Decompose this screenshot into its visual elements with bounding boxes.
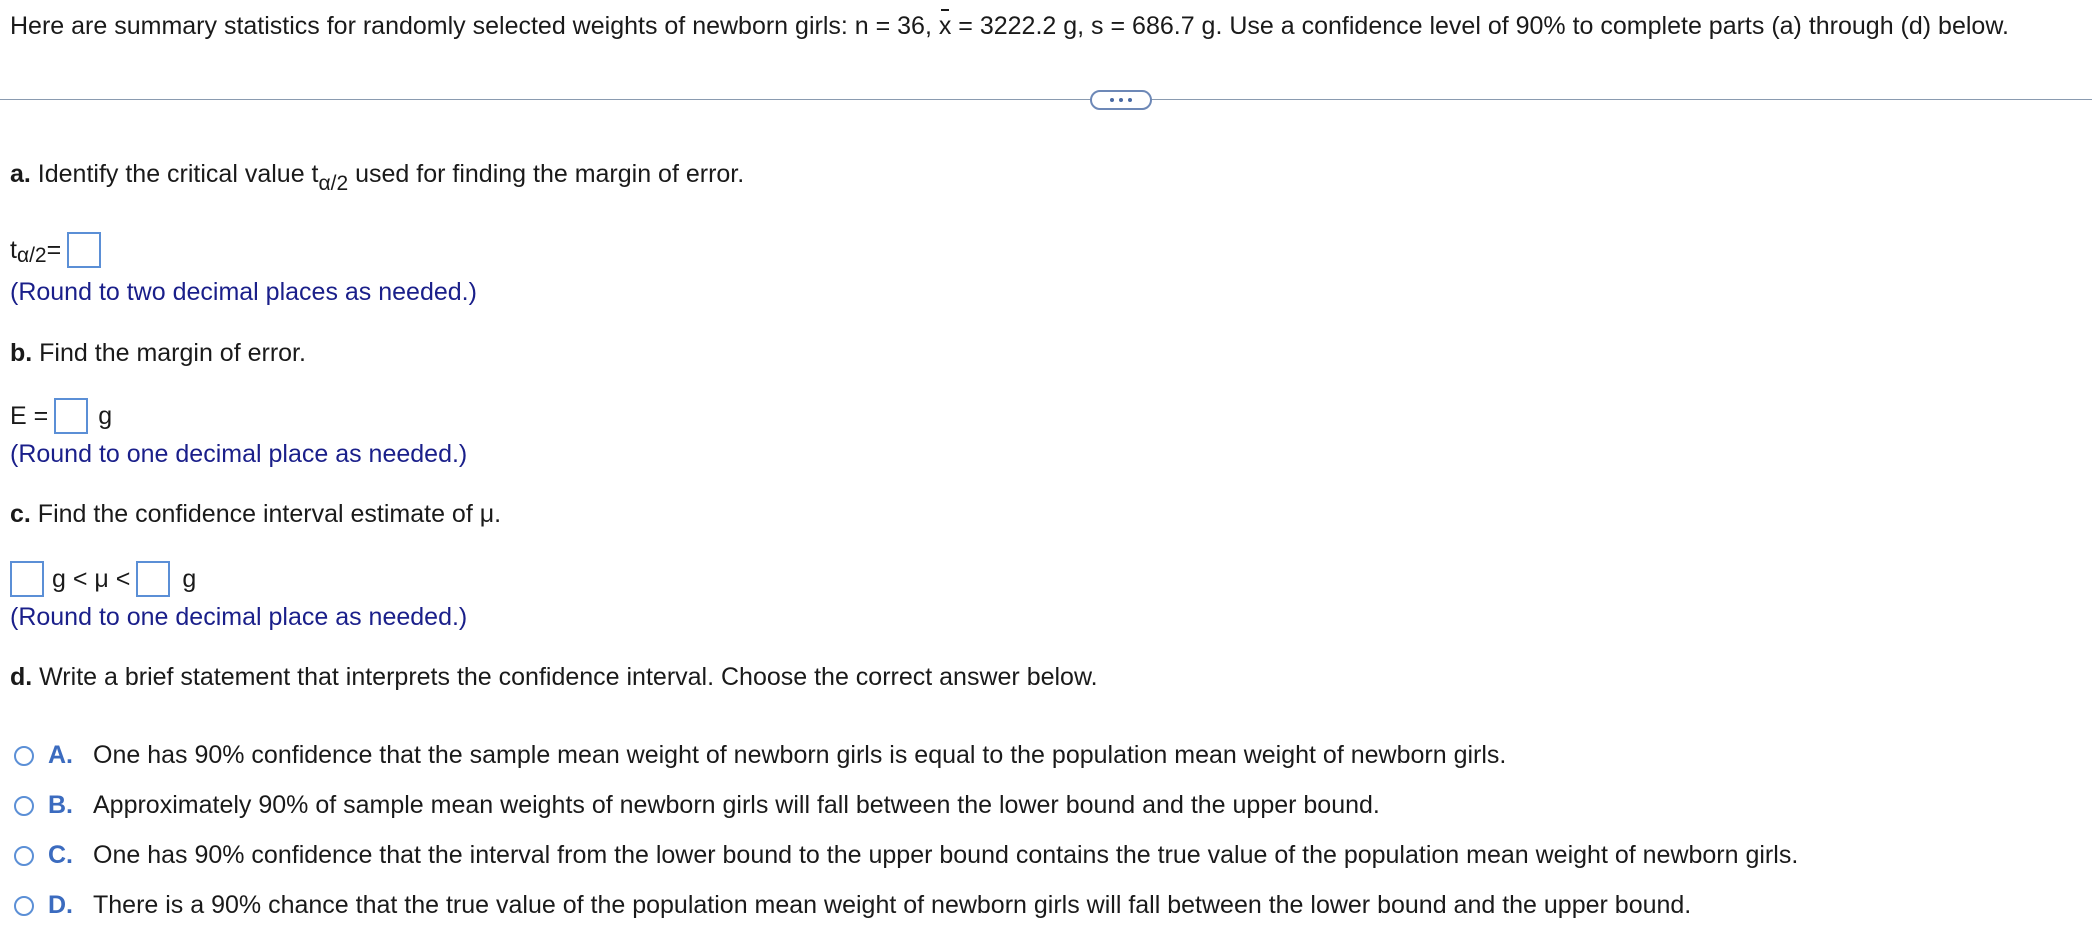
part-a-label: a.	[10, 160, 31, 188]
choice-d-text: There is a 90% chance that the true value of the population mean weight of newborn girls will fall between the lower bound and the upper bound.	[93, 891, 1692, 919]
critical-value-subscript: α/2	[16, 244, 47, 267]
divider-line	[0, 99, 2092, 100]
part-b-hint: (Round to one decimal place as needed.)	[10, 440, 468, 468]
part-c-label: c.	[10, 500, 31, 528]
choice-b-text: Approximately 90% of sample mean weights of newborn girls will fall between the lower bound and the upper bound.	[93, 791, 1380, 819]
choice-a-letter: A.	[48, 741, 73, 769]
part-a-text-after: used for finding the margin of error.	[348, 160, 745, 188]
choice-c[interactable]	[14, 841, 1798, 870]
part-b-label: b.	[10, 339, 33, 367]
part-d-prompt	[10, 663, 1098, 692]
expand-more-button[interactable]	[1090, 90, 1152, 110]
upper-bound-input[interactable]	[136, 561, 170, 597]
choice-b-letter: B.	[48, 791, 73, 819]
margin-error-prefix: E =	[10, 401, 49, 430]
part-c-hint: (Round to one decimal place as needed.)	[10, 603, 468, 631]
question-intro	[10, 12, 2009, 41]
part-a-prompt	[10, 160, 745, 195]
x-bar-symbol: x	[938, 12, 952, 40]
lower-bound-input[interactable]	[10, 561, 44, 597]
choice-b[interactable]	[14, 791, 1380, 820]
choice-c-letter: C.	[48, 841, 73, 869]
critical-value-input[interactable]	[67, 232, 101, 268]
part-a-hint: (Round to two decimal places as needed.)	[10, 278, 477, 306]
part-b-text: Find the margin of error.	[32, 339, 306, 367]
radio-c[interactable]	[14, 846, 34, 866]
section-divider	[0, 88, 2092, 112]
critical-value-var: t	[10, 235, 17, 264]
part-d-label: d.	[10, 663, 33, 691]
choice-d-letter: D.	[48, 891, 73, 919]
choice-a[interactable]	[14, 741, 1506, 770]
part-b-answer-line	[10, 398, 112, 434]
radio-b[interactable]	[14, 796, 34, 816]
radio-a[interactable]	[14, 746, 34, 766]
part-a-answer-line	[10, 232, 101, 268]
intro-text-start: Here are summary statistics for randomly selected weights of newborn girls: n = 36,	[10, 12, 939, 40]
part-c-text: Find the confidence interval estimate of μ.	[30, 500, 502, 528]
critical-value-equals: =	[46, 235, 62, 264]
choice-c-text: One has 90% confidence that the interval from the lower bound to the upper bound contains the true value of the population mean weight of newborn girls.	[93, 841, 1799, 869]
choice-a-text: One has 90% confidence that the sample mean weight of newborn girls is equal to the population mean weight of newborn girls.	[93, 741, 1507, 769]
interval-unit: g	[182, 564, 197, 593]
part-a-text: Identify the critical value t	[30, 160, 319, 188]
part-c-prompt	[10, 500, 501, 529]
part-d-text: Write a brief statement that interprets the confidence interval. Choose the correct answer below.	[32, 663, 1098, 691]
part-a-subscript: α/2	[318, 172, 349, 195]
margin-error-unit: g	[98, 401, 113, 430]
part-c-answer-line	[10, 561, 196, 597]
intro-text-end: = 3222.2 g, s = 686.7 g. Use a confidence level of 90% to complete parts (a) through (d) below.	[951, 12, 2009, 40]
choice-d[interactable]	[14, 891, 1691, 920]
part-b-prompt	[10, 339, 306, 368]
ellipsis-icon	[1110, 98, 1132, 102]
margin-error-input[interactable]	[54, 398, 88, 434]
radio-d[interactable]	[14, 896, 34, 916]
interval-middle: g < μ <	[52, 564, 131, 593]
